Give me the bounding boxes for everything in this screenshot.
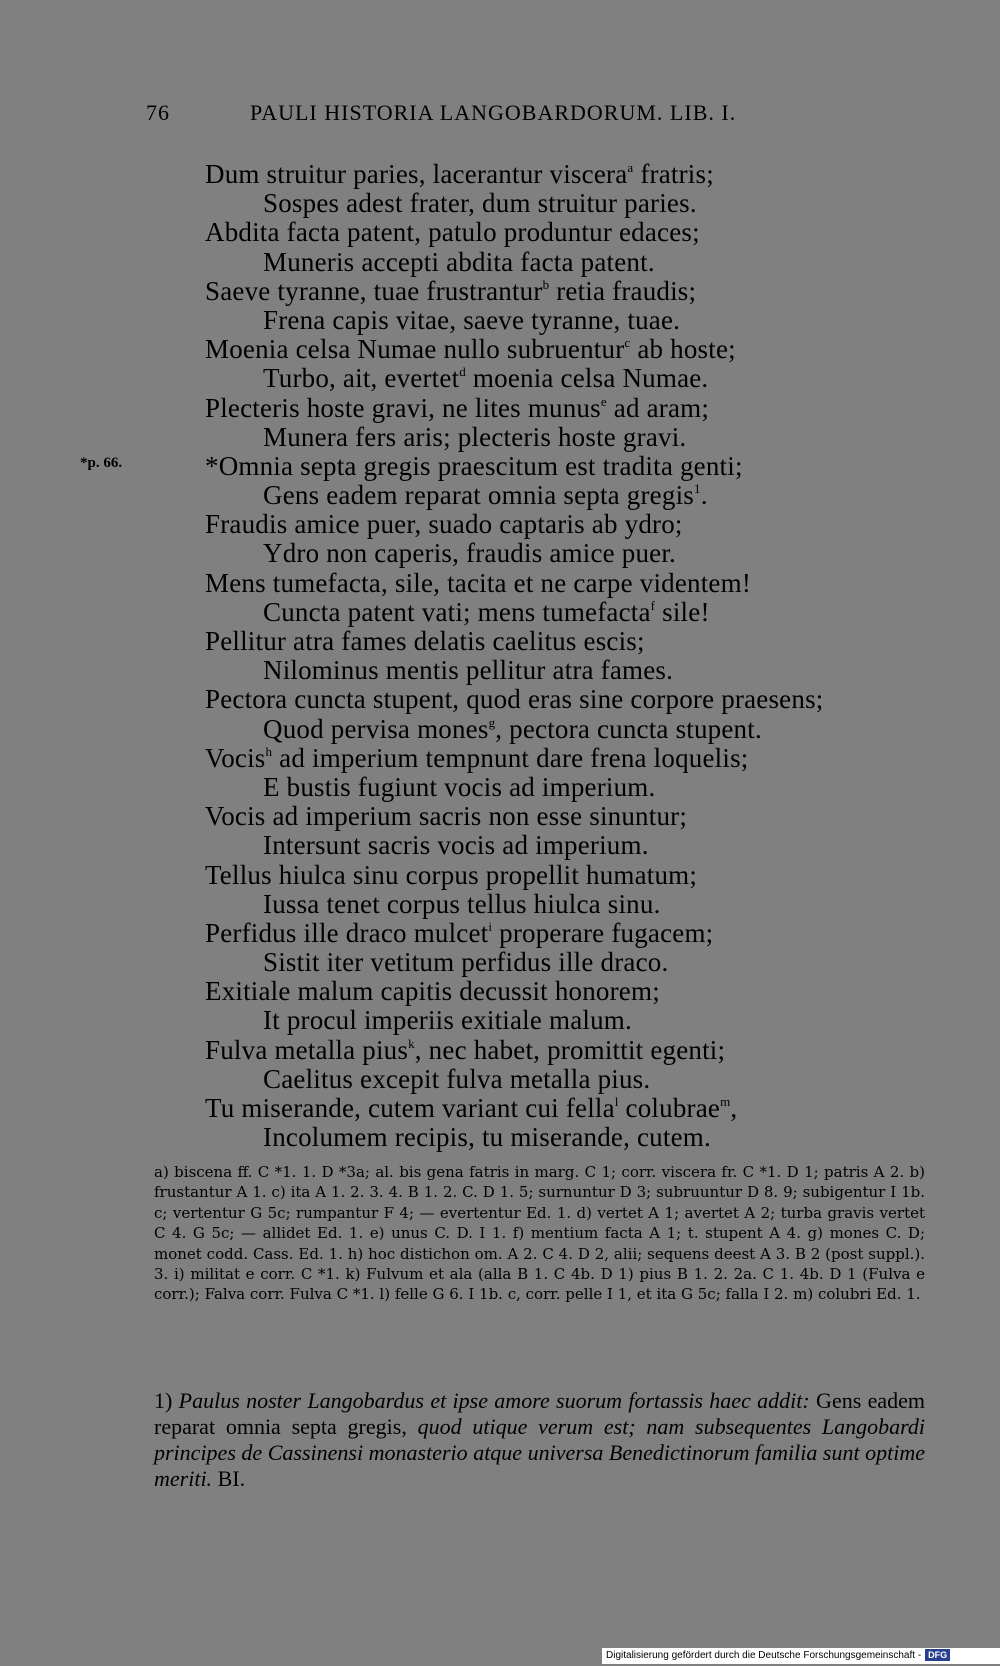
poem [0, 160, 1000, 1152]
poem-line [0, 569, 1000, 598]
poem-line [0, 218, 1000, 247]
poem-line [0, 1036, 1000, 1065]
footnote-reference: k [408, 1035, 415, 1051]
dfg-notice-text: Digitalisierung gefördert durch die Deutsche Forschungsgemeinschaft - [606, 1650, 922, 1661]
page-number: 76 [146, 100, 170, 125]
page-header [0, 100, 1000, 136]
poem-line-text: Mens tumefacta, sile, tacita et ne carpe videntem! [205, 567, 752, 598]
poem-line-text: Frena capis vitae, saeve tyranne, tuae. [263, 304, 681, 335]
poem-line-text: Fraudis amice puer, suado captaris ab ydro; [205, 509, 683, 540]
poem-line-text: sile! [655, 596, 710, 627]
poem-line-text: Cuncta patent vati; mens tumefacta [263, 596, 651, 627]
poem-line [0, 861, 1000, 890]
poem-line-text: , pectora cuncta stupent. [495, 713, 762, 744]
poem-line-text: Caelitus excepit fulva metalla pius. [263, 1063, 651, 1094]
poem-line-text: Vocis ad imperium sacris non esse sinuntur; [205, 801, 688, 832]
poem-line-text: Nilominus mentis pellitur atra fames. [263, 655, 674, 686]
poem-line-text: Sospes adest frater, dum struitur paries. [263, 188, 697, 219]
poem-line [0, 394, 1000, 423]
dfg-funding-notice [602, 1648, 1000, 1664]
poem-line [0, 831, 1000, 860]
footnote-reference: e [600, 393, 607, 409]
poem-line-text: E bustis fugiunt vocis ad imperium. [263, 771, 656, 802]
poem-line-text: Sistit iter vetitum perfidus ille draco. [263, 947, 669, 978]
poem-line-text: . [700, 480, 708, 511]
margin-page-reference: *p. 66. [80, 455, 123, 471]
poem-line-text: properare fugacem; [492, 917, 714, 948]
poem-line [0, 890, 1000, 919]
poem-line-text: Intersunt sacris vocis ad imperium. [263, 830, 649, 861]
poem-line [0, 802, 1000, 831]
footnote-italic-2: quod utique verum est; nam subsequentes Langobardi principes de Cassinensi monasterio atque universa Benedictinorum familia sunt optime meriti. [154, 1414, 926, 1491]
poem-line [0, 744, 1000, 773]
footnote-reference: b [542, 276, 550, 292]
poem-line [0, 481, 1000, 510]
poem-line-text: Exitiale malum capitis decussit honorem; [205, 976, 660, 1007]
footnote-roman-1: Gens eadem reparat omnia septa gregis, [154, 1388, 926, 1439]
poem-line [0, 335, 1000, 364]
footnote-reference: 1 [693, 481, 701, 497]
poem-line-text: Ydro non caperis, fraudis amice puer. [263, 538, 677, 569]
poem-line-text: Fulva metalla pius [205, 1034, 409, 1065]
poem-line-text: Abdita facta patent, patulo produntur edaces; [205, 217, 700, 248]
poem-line-text: Saeve tyranne, tuae frustrantur [205, 275, 543, 306]
poem-line-text: Muneris accepti abdita facta patent. [263, 246, 655, 277]
apparatus-text: a) biscena ff. C *1. 1. D *3a; al. bis gena fatris in marg. C 1; corr. viscera fr. C *1. D 1; patris A 2. b) frustantur A 1. c) ita A 1. 2. 3. 4. B 1. 2. C. D 1. 5; surnuntur D 3; subruuntur D 8. 9; subigentur I 1b. c; vertentur G 5c; rumpantur F 4; — evertentur Ed. 1. d) vertet A 1; avertet A 2; turba gravis vertet C 4. G 5c; — allidet Ed. 1. e) unus C. D. I 1. f) mentium facta A 1; t. stupent A 4. g) mones C. D; monet codd. Cass. Ed. 1. h) hoc distichon om. A 2. C 4. D 2, alii; sequens deest A 3. B 2 (post suppl.). 3. i) militat e corr. C *1. k) Fulvum et ala (alla B 1. C 4b. D 1) pius B 1. 2. 2a. C 1. 4b. D 1 (Fulva e corr.); Falva corr. Fulva C *1. l) felle G 6. I 1b. c, corr. pelle I 1, et ita G 5c; falla I 2. m) colubri Ed. 1. [154, 1163, 925, 1304]
poem-line-text: Tu miserande, cutem variant cui fella [205, 1093, 615, 1123]
poem-line-text: , nec habet, promittit egenti; [414, 1034, 726, 1065]
poem-line-text: moenia celsa Numae. [465, 363, 709, 394]
poem-line [0, 510, 1000, 539]
poem-line-text: Dum struitur paries, lacerantur viscera [205, 159, 628, 189]
poem-line [0, 773, 1000, 802]
poem-line [0, 919, 1000, 948]
poem-line [0, 452, 1000, 481]
poem-line-text: fratris; [633, 159, 714, 189]
poem-line [0, 685, 1000, 714]
poem-line-text: Perfidus ille draco mulcet [205, 917, 489, 948]
poem-line-text: Iussa tenet corpus tellus hiulca sinu. [263, 888, 661, 919]
footnote-roman-2: BI. [212, 1466, 246, 1491]
poem-line-text: , [730, 1093, 738, 1123]
poem-line [0, 423, 1000, 452]
poem-line-text: Plecteris hoste gravi, ne lites munus [205, 392, 601, 423]
poem-line [0, 948, 1000, 977]
poem-line-text: retia fraudis; [549, 275, 697, 306]
poem-line [0, 189, 1000, 218]
poem-line [0, 306, 1000, 335]
poem-line-text: Incolumem recipis, tu miserande, cutem. [263, 1122, 711, 1153]
poem-line [0, 248, 1000, 277]
poem-line-text: Tellus hiulca sinu corpus propellit humatum; [205, 859, 698, 890]
footnote [154, 1388, 925, 1492]
poem-line-text: Quod pervisa mones [263, 713, 489, 744]
footnote-reference: c [624, 335, 631, 351]
running-title: PAULI HISTORIA LANGOBARDORUM. LIB. I. [250, 100, 737, 125]
poem-line-text: ab hoste; [630, 334, 736, 365]
poem-line [0, 364, 1000, 393]
poem-line-text: Pectora cuncta stupent, quod eras sine corpore praesens; [205, 684, 824, 715]
footnote-reference: f [650, 597, 656, 613]
poem-line [0, 715, 1000, 744]
poem-line [0, 977, 1000, 1006]
poem-line-text: It procul imperiis exitiale malum. [263, 1005, 632, 1036]
critical-apparatus [154, 1162, 925, 1305]
footnote-marker: 1) [154, 1388, 173, 1413]
poem-line [0, 277, 1000, 306]
poem-line-text: *Omnia septa gregis praescitum est tradita genti; [205, 450, 743, 481]
poem-line [0, 1094, 1000, 1123]
poem-line-text: Moenia celsa Numae nullo subruentur [205, 334, 625, 365]
poem-line-text: Munera fers aris; plecteris hoste gravi. [263, 421, 687, 452]
footnote-reference: l [614, 1094, 619, 1109]
poem-line [0, 598, 1000, 627]
poem-line [0, 539, 1000, 568]
poem-line [0, 627, 1000, 656]
poem-line [0, 1123, 1000, 1152]
footnote-italic-1: Paulus noster Langobardus et ipse amore suorum fortassis haec addit: [178, 1388, 810, 1413]
poem-line-text: Vocis [205, 742, 266, 773]
poem-line-text: colubrae [618, 1093, 721, 1123]
poem-line-text: ad imperium tempnunt dare frena loquelis; [272, 742, 749, 773]
poem-line [0, 1006, 1000, 1035]
footnote-reference: g [488, 714, 496, 730]
poem-line [0, 1065, 1000, 1094]
poem-line [0, 160, 1000, 189]
poem-line-text: Gens eadem reparat omnia septa gregis [263, 480, 694, 511]
footnote-reference: m [720, 1094, 731, 1109]
footnote-reference: h [265, 743, 273, 759]
footnote-reference: a [627, 160, 634, 175]
dfg-logo: DFG [925, 1649, 950, 1661]
poem-line [0, 656, 1000, 685]
footnote-reference: d [459, 364, 466, 380]
footnote-reference: i [488, 918, 493, 934]
poem-line-text: Turbo, ait, evertet [263, 363, 460, 394]
poem-line-text: Pellitur atra fames delatis caelitus escis; [205, 626, 645, 656]
poem-line-text: ad aram; [606, 392, 710, 423]
